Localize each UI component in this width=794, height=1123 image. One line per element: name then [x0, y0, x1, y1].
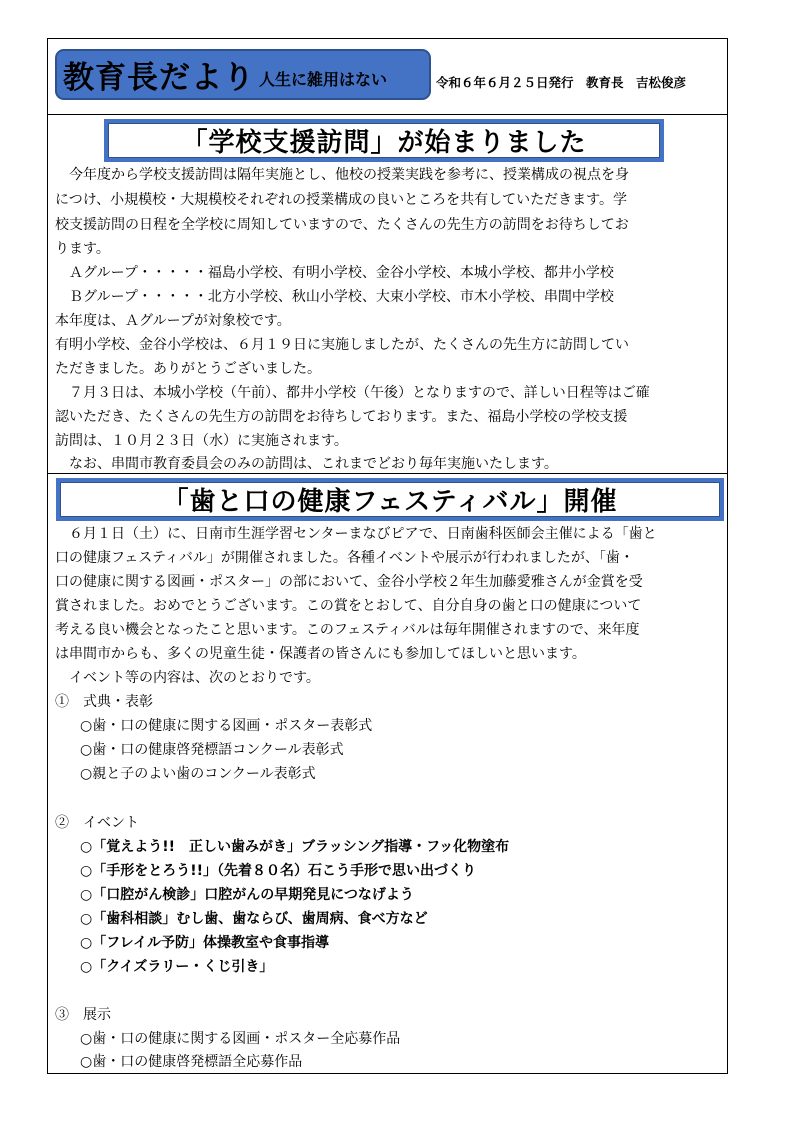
section1-line: 本年度は、Ａグループが対象校です。	[55, 313, 291, 329]
group3-item: ○歯・口の健康啓発標語全応募作品	[80, 1054, 303, 1070]
section2-line: 口の健康に関する図画・ポスター」の部において、金谷小学校２年生加藤愛雅さんが金賞を受	[55, 574, 643, 590]
group1-label: ① 式典・表彰	[55, 694, 153, 710]
newsletter-title-banner	[55, 49, 431, 100]
section2-line: ６月１日（土）に、日南市生涯学習センターまなびピアで、日南歯科医師会主催による「歯と	[55, 526, 657, 542]
newsletter-subtitle: 人生に雑用はない	[259, 70, 388, 89]
newsletter-title: 教育長だより	[63, 60, 255, 96]
group2-item: ○「フレイル予防」体操教室や食事指導	[80, 935, 329, 951]
section1-line: Ｂグループ・・・・・北方小学校、秋山小学校、大束小学校、市木小学校、串間中学校	[55, 289, 614, 305]
section2-line: 口の健康フェスティバル」が開催されました。各種イベントや展示が行われましたが、「歯・	[55, 550, 634, 566]
group2-item: ○「クイズラリー・くじ引き」	[80, 959, 274, 975]
section1-line: なお、串間市教育委員会のみの訪問は、これまでどおり毎年実施いたします。	[55, 456, 558, 472]
section1-line: 認いただき、たくさんの先生方の訪問をお待ちしております。また、福島小学校の学校支援	[55, 409, 628, 425]
section2-line: は串間市からも、多くの児童生徒・保護者の皆さんにも参加してほしいと思います。	[55, 646, 586, 662]
group2-item: ○「口腔がん検診」口腔がんの早期発見につなげよう	[80, 887, 414, 903]
section2-heading: 「歯と口の健康フェスティバル」開催	[162, 487, 618, 517]
section1-line: Ａグループ・・・・・福島小学校、有明小学校、金谷小学校、本城小学校、都井小学校	[55, 265, 614, 281]
section2-line: 考える良い機会となったこと思います。このフェスティバルは毎年開催されますので、来年度	[55, 622, 640, 638]
divider-header	[47, 114, 728, 115]
section1-heading: 「学校支援訪問」が始まりました	[181, 128, 587, 158]
section2-heading-box	[56, 478, 724, 521]
group2-label: ② イベント	[55, 815, 139, 831]
group2-item: ○「手形をとろう!!」（先着８０名）石こう手形で思い出づくり	[80, 863, 476, 879]
section1-line: 今年度から学校支援訪問は隔年実施とし、他校の授業実践を参考に、授業構成の視点を身	[55, 167, 629, 183]
group3-item: ○歯・口の健康に関する図画・ポスター全応募作品	[80, 1031, 401, 1047]
section1-line: につけ、小規模校・大規模校それぞれの授業構成の良いところを共有していただきます。学	[55, 192, 628, 208]
section2-line: 賞されました。おめでとうございます。この賞をとおして、自分自身の歯と口の健康について	[55, 598, 642, 614]
section1-line: 訪問は、１０月２３日（水）に実施されます。	[55, 433, 348, 449]
section1-heading-box	[104, 119, 664, 162]
section1-line: 有明小学校、金谷小学校は、６月１９日に実施しましたが、たくさんの先生方に訪問してい	[55, 337, 629, 353]
section1-line: ７月３日は、本城小学校（午前）、都井小学校（午後）となりますので、詳しい日程等はご確	[55, 385, 650, 401]
group1-item: ○歯・口の健康に関する図画・ポスター表彰式	[80, 718, 373, 734]
group3-label: ③ 展示	[55, 1007, 111, 1023]
section1-line: ただきました。ありがとうございました。	[55, 361, 321, 377]
issue-info: 令和６年６月２５日発行 教育長 吉松俊彦	[436, 75, 687, 90]
section2-line: イベント等の内容は、次のとおりです。	[55, 670, 320, 686]
group2-item: ○「覚えよう!! 正しい歯みがき」ブラッシング指導・フッ化物塗布	[80, 839, 510, 855]
section1-line: ります。	[55, 241, 110, 257]
group1-item: ○親と子のよい歯のコンクール表彰式	[80, 766, 316, 782]
group2-item: ○「歯科相談」むし歯、歯ならび、歯周病、食べ方など	[80, 911, 428, 927]
section1-line: 校支援訪問の日程を全学校に周知していますので、たくさんの先生方の訪問をお待ちしてお	[55, 217, 629, 233]
group1-item: ○歯・口の健康啓発標語コンクール表彰式	[80, 742, 344, 758]
